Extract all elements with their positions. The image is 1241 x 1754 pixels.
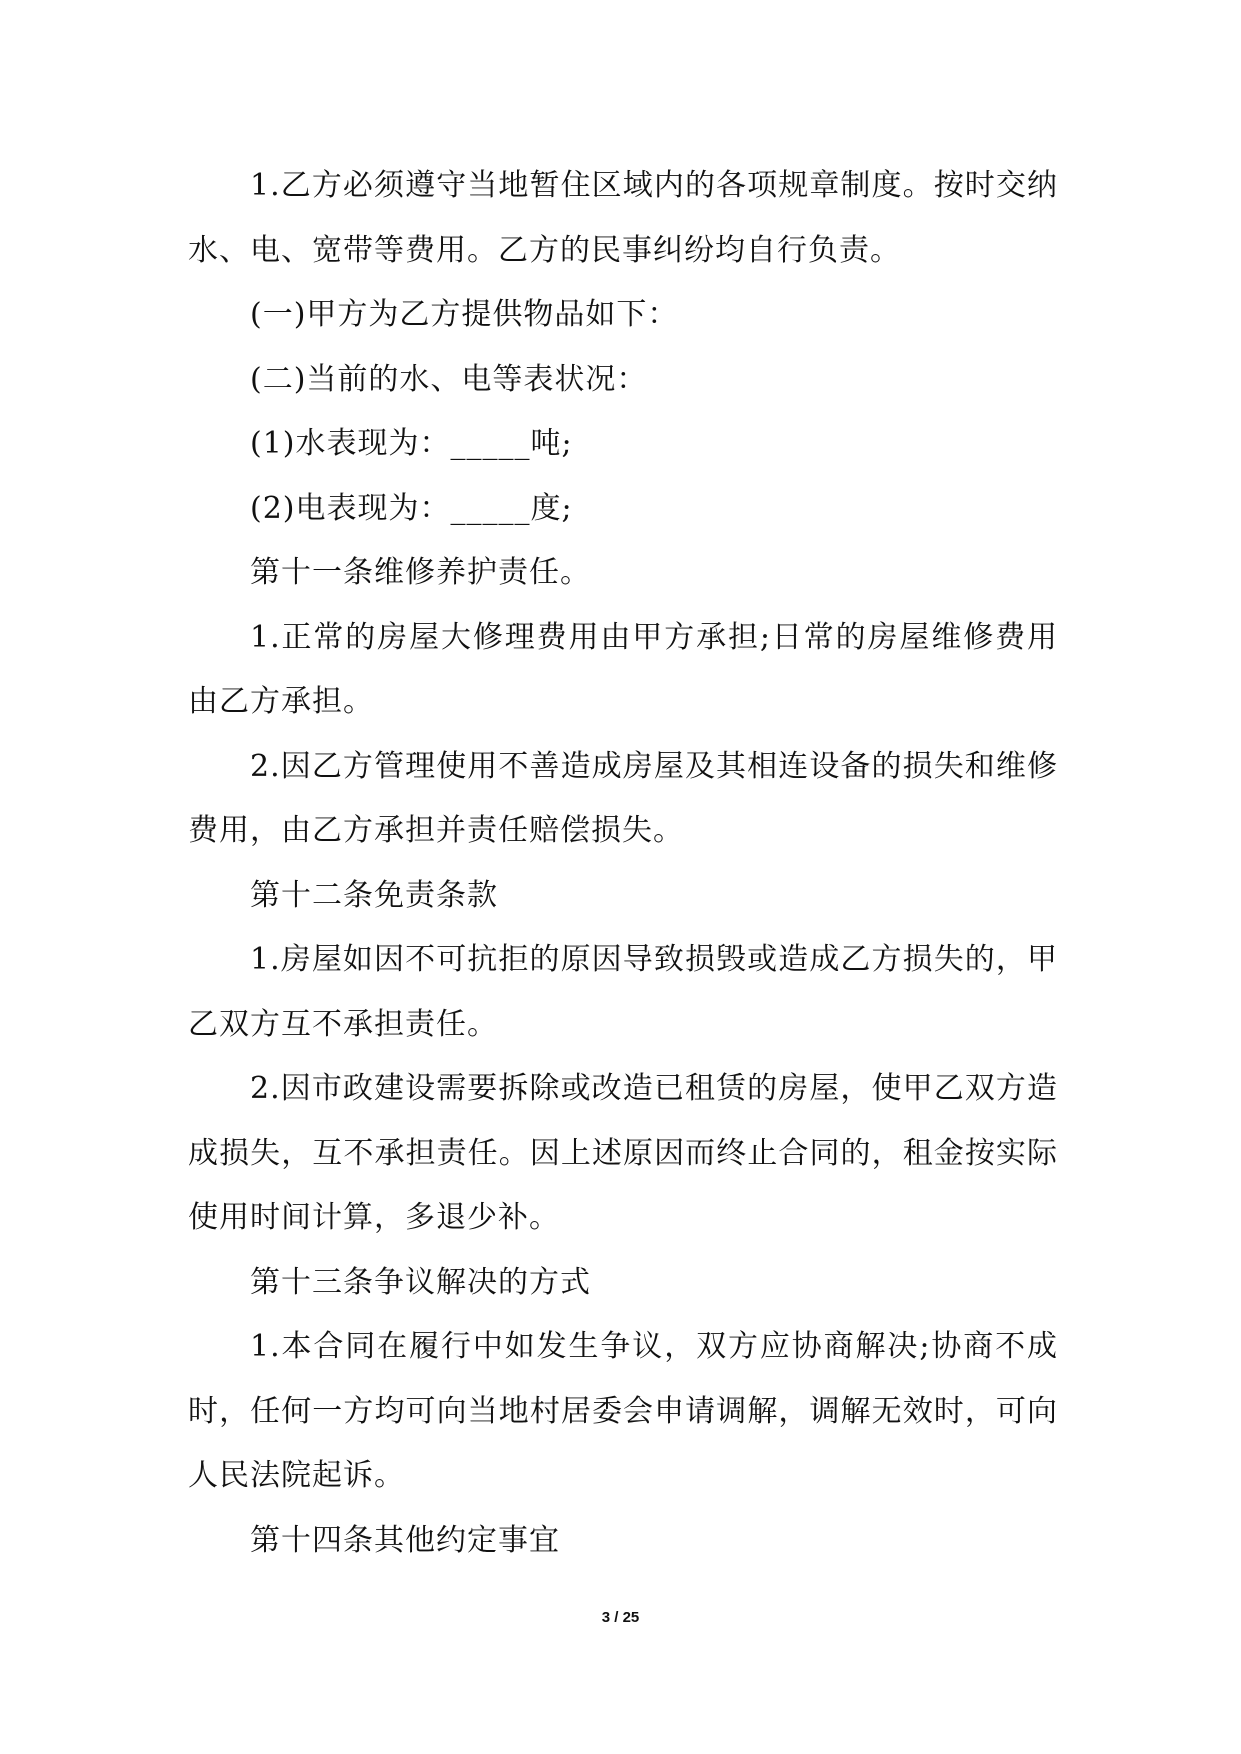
paragraph-repair-costs: 1.正常的房屋大修理费用由甲方承担;日常的房屋维修费用由乙方承担。: [188, 619, 1058, 719]
heading-article-13: 第十三条争议解决的方式: [250, 1264, 591, 1300]
paragraph-meter-status: (二)当前的水、电等表状况：: [250, 361, 648, 397]
paragraph-electric-meter: (2)电表现为：_____度;: [250, 490, 573, 526]
paragraph-items-provided: (一)甲方为乙方提供物品如下：: [250, 297, 679, 332]
paragraph-rules: 1.乙方必须遵守当地暂住区域内的各项规章制度。按时交纳水、电、宽带等费用。乙方的民事纠纷均自行负责。: [188, 168, 1058, 268]
paragraph-municipal-demolition: 2.因市政建设需要拆除或改造已租赁的房屋，使甲乙双方造成损失，互不承担责任。因上述原因而终止合同的，租金按实际使用时间计算，多退少补。: [188, 1071, 1058, 1235]
paragraph-dispute-resolution: 1.本合同在履行中如发生争议，双方应协商解决;协商不成时，任何一方均可向当地村居委会申请调解，调解无效时，可向人民法院起诉。: [188, 1329, 1058, 1493]
paragraph-water-meter: (1)水表现为：_____吨;: [250, 426, 573, 461]
paragraph-force-majeure: 1.房屋如因不可抗拒的原因导致损毁或造成乙方损失的，甲乙双方互不承担责任。: [188, 942, 1058, 1042]
paragraph-damage-liability: 2.因乙方管理使用不善造成房屋及其相连设备的损失和维修费用，由乙方承担并责任赔偿损失。: [188, 748, 1058, 848]
heading-article-14: 第十四条其他约定事宜: [250, 1522, 560, 1558]
page-number: 3 / 25: [601, 1609, 640, 1626]
heading-article-12: 第十二条免责条款: [250, 877, 498, 913]
heading-article-11: 第十一条维修养护责任。: [250, 555, 591, 590]
document-body: [188, 154, 1058, 1573]
